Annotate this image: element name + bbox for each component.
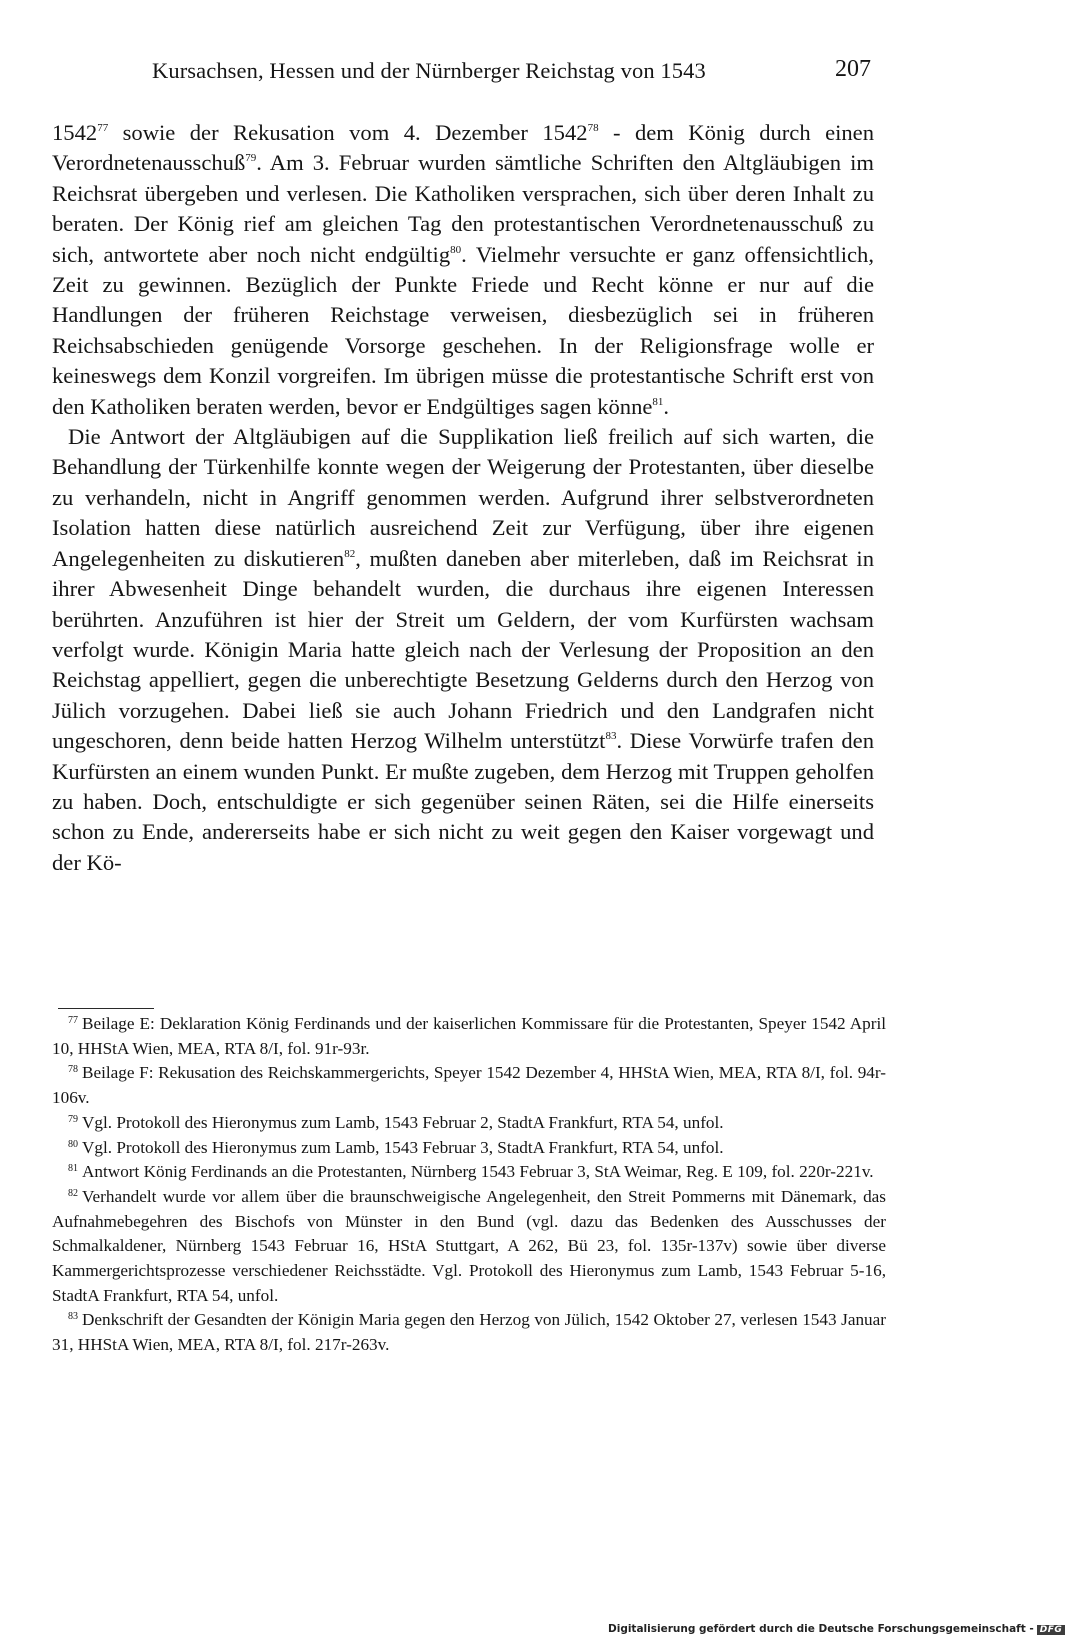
page-number: 207 — [835, 56, 871, 82]
footnote-number: 77 — [68, 1015, 78, 1026]
footnote-text: Vgl. Protokoll des Hieronymus zum Lamb, 1543 Februar 2, StadtA Frankfurt, RTA 54, unfol. — [82, 1112, 724, 1132]
footnote-text: Antwort König Ferdinands an die Protestanten, Nürnberg 1543 Februar 3, StA Weimar, Reg. E 109, fol. 220r-221v. — [82, 1162, 874, 1182]
text-run: sowie der Rekusation vom 4. Dezember 1542 — [108, 120, 588, 145]
footnote-number: 78 — [68, 1064, 78, 1076]
text-run: . Vielmehr versuchte er ganz offensichtlich, Zeit zu gewinnen. Bezüglich der Punkte Friede und Recht könne er nur auf die Handlungen der früheren Reichstage verweisen, diesbezüglich sei in früheren Reichsabschieden genügende Vorsorge geschehen. In der Religionsfrage wolle er keineswegs dem Konzil vorgreifen. Im übrigen müsse die protestantische Schrift erst von den Katholiken beraten werden, bevor er Endgültiges sagen könne — [52, 241, 875, 419]
footnote-ref-77[interactable]: 77 — [97, 122, 109, 134]
credit-text: Digitalisierung gefördert durch die Deutsche Forschungsgemeinschaft - — [608, 1623, 1034, 1635]
footnote — [52, 1111, 886, 1136]
footnote-ref-78[interactable]: 78 — [587, 122, 599, 134]
footnote-divider — [58, 1008, 154, 1009]
footnote — [52, 1308, 886, 1357]
footnote — [52, 1185, 886, 1309]
footnote-number: 81 — [68, 1163, 78, 1175]
footnote-text: Denkschrift der Gesandten der Königin Maria gegen den Herzog von Jülich, 1542 Oktober 27, verlesen 1543 Januar 31, HHStA Wien, MEA, RTA 8/I, fol. 217r-263v. — [52, 1310, 886, 1355]
footnote-number: 83 — [68, 1311, 78, 1323]
text-run: - dem König durch einen Verordnetenausschuß — [52, 120, 874, 176]
footnote-number: 82 — [68, 1187, 78, 1199]
footnote-ref-82[interactable]: 82 — [344, 547, 356, 560]
footnote-ref-79[interactable]: 79 — [245, 152, 257, 165]
footnote — [52, 1136, 886, 1161]
text-run: , mußten daneben aber miterleben, daß im Reichsrat in ihrer Abwesenheit Dinge behandelt wurden, die durchaus ihre eigenen Interessen berührten. Anzuführen ist hier der Streit um Geldern, der vom Kurfürsten wachsam verfolgt wurde. Königin Maria hatte gleich nach der Verlesung der Proposition an den Reichstag appelliert, gegen die unberechtigte Besetzung Gelderns durch den Herzog von Jülich vorzugehen. Dabei ließ sie auch Johann Friedrich und den Landgrafen nicht ungeschoren, denn beide hatten Herzog Wilhelm unterstützt — [52, 545, 874, 754]
footnote — [52, 1061, 886, 1110]
footnote-ref-80[interactable]: 80 — [450, 243, 462, 256]
footnote-number: 79 — [68, 1113, 78, 1125]
footnote-text: Beilage E: Deklaration König Ferdinands und der kaiserlichen Kommissare für die Protestanten, Speyer 1542 April 10, HHStA Wien, MEA, RTA 8/I, fol. 91r-93r. — [52, 1014, 886, 1058]
paragraph-1 — [52, 118, 874, 422]
footnote-ref-83[interactable]: 83 — [605, 730, 617, 743]
footnote — [52, 1160, 886, 1185]
text-run: . Am 3. Februar wurden sämtliche Schriften den Altgläubigen im Reichsrat übergeben und verlesen. Die Katholiken versprachen, sich über deren Inhalt zu beraten. Der König rief am gleichen Tag den protestantischen Verordnetenausschuß zu sich, antwortete aber noch nicht endgültig — [52, 150, 874, 267]
text-run: 1542 — [52, 120, 98, 145]
text-run: . Diese Vorwürfe trafen den Kurfürsten an einem wunden Punkt. Er mußte zugeben, dem Herzog mit Truppen geholfen zu haben. Doch, entschuldigte er sich gegenüber seinen Räten, sei die Hilfe einerseits schon zu Ende, andererseits habe er sich nicht zu weit gegen den Kaiser vorgewagt und der Kö- — [52, 728, 874, 875]
paragraph-2 — [52, 422, 874, 878]
text-run: . — [663, 393, 670, 419]
footnote-ref-81[interactable]: 81 — [652, 395, 664, 408]
dfg-logo: DFG — [1037, 1625, 1065, 1635]
main-text — [52, 118, 874, 878]
footnotes — [52, 1012, 886, 1358]
running-head: Kursachsen, Hessen und der Nürnberger Reichstag von 1543 — [152, 58, 706, 83]
footnote-text: Beilage F: Rekusation des Reichskammergerichts, Speyer 1542 Dezember 4, HHStA Wien, MEA, RTA 8/I, fol. 94r-106v. — [52, 1063, 886, 1108]
footnote-text: Verhandelt wurde vor allem über die braunschweigische Angelegenheit, den Streit Pommerns mit Dänemark, das Aufnahmebegehren des Bischofs von Münster in den Bund (vgl. dazu das Bedenken des Ausschusses der Schmalkaldener, Nürnberg 1543 Februar 16, HStA Stuttgart, A 262, Bü 23, fol. 135r-137v) sowie über diverse Kammergerichtsprozesse verschiedener Reichsstädte. Vgl. Protokoll des Hieronymus zum Lamb, 1543 Februar 5-16, StadtA Frankfurt, RTA 54, unfol. — [52, 1186, 886, 1305]
footnote-text: Vgl. Protokoll des Hieronymus zum Lamb, 1543 Februar 3, StadtA Frankfurt, RTA 54, unfol. — [82, 1137, 724, 1157]
footnote — [52, 1012, 886, 1061]
footnote-number: 80 — [68, 1138, 78, 1150]
digitization-credit — [608, 1623, 1065, 1635]
text-run: Die Antwort der Altgläubigen auf die Supplikation ließ freilich auf sich warten, die Behandlung der Türkenhilfe konnte wegen der Weigerung der Protestanten, über dieselbe zu verhandeln, nicht in Angriff genommen werden. Aufgrund ihrer selbstverordneten Isolation hatten diese natürlich ausreichend Zeit zur Verfügung, über ihre eigenen Angelegenheiten zu diskutieren — [52, 424, 874, 571]
